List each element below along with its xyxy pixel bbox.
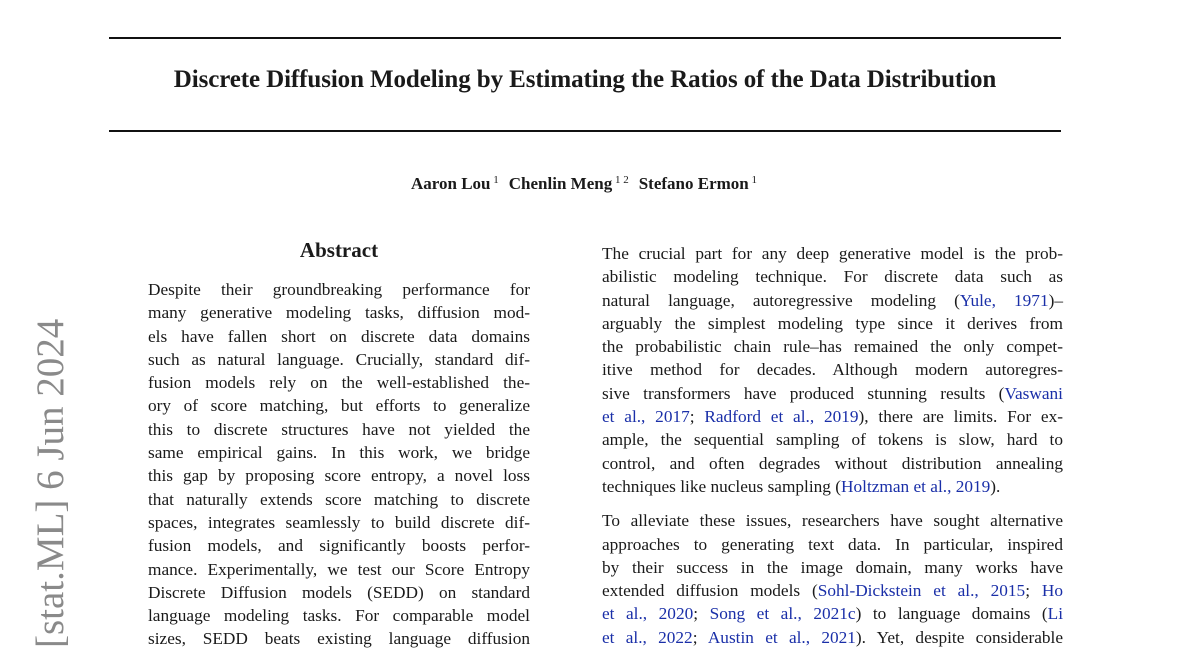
intro-line: The crucial part for any deep generative model is the prob- — [602, 244, 1063, 263]
abstract-line: mance. Experimentally, we test our Score Entropy — [148, 559, 530, 579]
citation-link[interactable]: Yule, 1971 — [959, 290, 1049, 310]
abstract-line: this to discrete structures have not yielded the — [148, 419, 530, 439]
abstract-line: such as natural language. Crucially, standard dif- — [148, 349, 530, 369]
intro-line: techniques like nucleus sampling (Holtzman et al., 2019). — [602, 476, 1001, 496]
intro-line: approaches to generating text data. In particular, inspired — [602, 534, 1063, 554]
author-name: Chenlin Meng — [508, 174, 613, 193]
author — [509, 174, 629, 194]
intro-line: control, and often degrades without distribution annealing — [602, 453, 1063, 473]
intro-line: To alleviate these issues, researchers have sought alternative — [602, 511, 1063, 531]
paper-title: Discrete Diffusion Modeling by Estimating the Ratios of the Data Distribution — [173, 66, 997, 93]
intro-line: natural language, autoregressive modeling (Yule, 1971)– — [602, 290, 1063, 310]
citation-link[interactable]: Ho — [1041, 581, 1063, 601]
abstract-line: same empirical gains. In this work, we bridge — [148, 443, 530, 463]
author — [639, 174, 757, 194]
intro-line: itive method for decades. Although modern autoregres- — [602, 360, 1063, 380]
abstract-line: ory of score matching, but efforts to generalize — [148, 396, 530, 416]
abstract-line: Discrete Diffusion models (SEDD) on standard — [148, 582, 530, 602]
intro-line: extended diffusion models (Sohl-Dickstein et al., 2015; Ho — [602, 581, 1063, 601]
author-affiliation: 1 2 — [612, 174, 629, 186]
arxiv-sidebar-stamp: [stat.ML] 6 Jun 2024 — [29, 318, 72, 648]
abstract-line: many generative modeling tasks, diffusion mod- — [148, 303, 530, 323]
title-bottom-rule — [109, 130, 1061, 132]
abstract-line: language modeling tasks. For comparable model — [148, 606, 530, 626]
intro-line: et al., 2017; Radford et al., 2019), there are limits. For ex- — [602, 407, 1063, 427]
intro-line: et al., 2022; Austin et al., 2021). Yet, despite considerable — [602, 627, 1063, 647]
title-top-rule — [109, 37, 1061, 39]
author-affiliation: 1 — [490, 174, 499, 186]
citation-link[interactable]: et al., 2020 — [602, 604, 694, 624]
citation-link[interactable]: Holtzman et al., 2019 — [841, 476, 991, 496]
citation-link[interactable]: Song et al., 2021c — [709, 604, 856, 624]
abstract-line: that naturally extends score matching to discrete — [148, 489, 530, 509]
intro-line: the probabilistic chain rule–has remained the only compet- — [602, 337, 1063, 357]
citation-link[interactable]: Austin et al., 2021 — [707, 627, 856, 647]
citation-link[interactable]: Vaswani — [1004, 383, 1063, 403]
citation-link[interactable]: Radford et al., 2019 — [704, 407, 859, 427]
intro-line: abilistic modeling technique. For discrete data such as — [602, 267, 1063, 287]
abstract-line: fusion models, and significantly boosts perfor- — [148, 536, 530, 556]
intro-line: ample, the sequential sampling of tokens is slow, hard to — [602, 430, 1063, 450]
intro-paragraph-1 — [602, 242, 1063, 498]
intro-paragraph-2 — [602, 509, 1063, 649]
intro-line: arguably the simplest modeling type since it derives from — [602, 313, 1063, 333]
abstract-heading: Abstract — [299, 238, 379, 262]
author — [411, 174, 499, 194]
abstract-line: spaces, integrates seamlessly to build discrete dif- — [148, 512, 530, 532]
introduction-body — [602, 242, 1063, 649]
abstract-line: fusion models rely on the well-established the- — [148, 373, 530, 393]
author-name: Aaron Lou — [411, 174, 491, 193]
intro-line: sive transformers have produced stunning results (Vaswani — [602, 383, 1063, 403]
abstract-line: Despite their groundbreaking performance for — [148, 280, 530, 299]
abstract-line: sizes, SEDD beats existing language diffusion — [148, 629, 530, 649]
abstract-line: this gap by proposing score entropy, a novel loss — [148, 466, 530, 486]
intro-line: by their success in the image domain, many works have — [602, 557, 1063, 577]
abstract-line: els have fallen short on discrete data domains — [148, 326, 530, 346]
citation-link[interactable]: et al., 2017 — [602, 407, 690, 427]
citation-link[interactable]: Sohl-Dickstein et al., 2015 — [817, 581, 1026, 601]
abstract-body — [148, 278, 530, 651]
author-affiliation: 1 — [748, 174, 757, 186]
author-list — [0, 174, 1168, 194]
author-name: Stefano Ermon — [638, 174, 749, 193]
citation-link[interactable]: Li — [1047, 604, 1063, 624]
citation-link[interactable]: et al., 2022 — [602, 627, 693, 647]
intro-line: et al., 2020; Song et al., 2021c) to language domains (Li — [602, 604, 1063, 624]
